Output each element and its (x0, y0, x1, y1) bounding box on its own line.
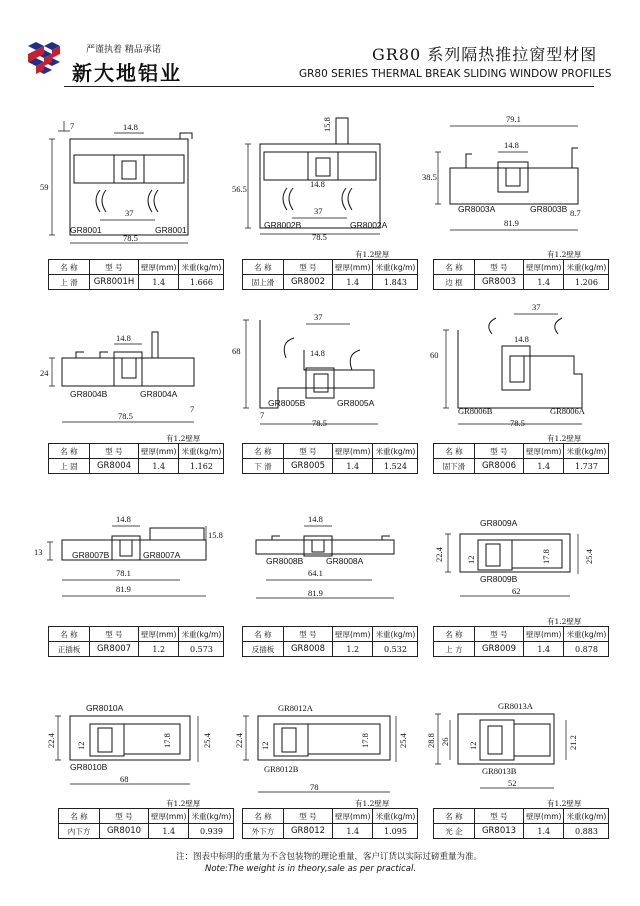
dim-label: 13 (34, 547, 43, 557)
profile-weight: 0.883 (564, 824, 609, 839)
profile-weight: 0.878 (564, 642, 609, 657)
spec-table (48, 626, 224, 657)
profile-model: GR8004 (90, 459, 139, 474)
profile-drawing-gr8004 (40, 330, 215, 430)
dim-label: 68 (120, 774, 129, 784)
profile-model: GR8010 (100, 824, 149, 839)
thickness-note: 有1.2壁厚 (547, 434, 582, 443)
table-row (243, 459, 418, 474)
thickness-note: 有1.2壁厚 (166, 799, 201, 808)
profile-thickness: 1.4 (139, 459, 179, 474)
profile-weight: 0.939 (189, 824, 234, 839)
spec-table (58, 808, 234, 839)
thickness-note: 有1.2壁厚 (547, 799, 582, 808)
col-name-header: 名 称 (243, 809, 284, 824)
table-row (49, 642, 224, 657)
profile-name: 上 固 (49, 459, 90, 474)
profile-model: GR8013 (475, 824, 524, 839)
col-name-header: 名 称 (243, 627, 284, 642)
dim-label: 17.8 (360, 733, 370, 748)
col-thickness-header: 壁厚(mm) (524, 809, 564, 824)
profile-drawing-gr8008 (232, 512, 407, 607)
profile-thickness: 1.4 (333, 275, 373, 290)
col-weight-header: 米重(kg/m) (179, 444, 224, 459)
dim-label: 37 (532, 302, 541, 312)
dim-label: 24 (40, 368, 49, 378)
profile-drawing-gr8001 (40, 115, 215, 245)
col-model-header: 型 号 (284, 627, 333, 642)
profile-label: GR8004A (140, 389, 178, 399)
col-weight-header: 米重(kg/m) (373, 260, 418, 275)
profile-weight: 1.666 (179, 275, 224, 290)
col-name-header: 名 称 (59, 809, 100, 824)
dim-label: 26 (440, 737, 450, 746)
dim-label: 62 (512, 586, 521, 596)
profile-drawing-gr8013 (418, 700, 598, 800)
dim-label: 37 (314, 312, 323, 322)
col-thickness-header: 壁厚(mm) (139, 627, 179, 642)
company-slogan: 严谨执着 精品承诺 (86, 45, 161, 55)
dim-label: 7 (70, 121, 75, 131)
thickness-note: 有1.2壁厚 (547, 617, 582, 626)
col-weight-header: 米重(kg/m) (564, 444, 609, 459)
profile-label: GR8012A (278, 703, 313, 713)
profile-thickness: 1.4 (524, 824, 564, 839)
profile-model: GR8007 (90, 642, 139, 657)
dim-label: 12 (260, 741, 270, 750)
profile-label: GR8012B (264, 764, 299, 774)
dim-label: 25.4 (398, 733, 408, 748)
profile-name: 光 企 (434, 824, 475, 839)
dim-label: 78.5 (123, 233, 138, 243)
dim-label: 78.5 (510, 418, 525, 428)
table-row (434, 459, 609, 474)
col-model-header: 型 号 (284, 809, 333, 824)
profile-weight: 1.737 (564, 459, 609, 474)
dim-label: 38.5 (422, 172, 437, 182)
spec-table (242, 443, 418, 474)
profile-label: GR8013B (482, 766, 517, 776)
col-thickness-header: 壁厚(mm) (333, 444, 373, 459)
profile-model: GR8005 (284, 459, 333, 474)
dim-label: 25.4 (584, 549, 594, 564)
col-model-header: 型 号 (475, 809, 524, 824)
spec-table (433, 443, 609, 474)
col-weight-header: 米重(kg/m) (179, 627, 224, 642)
col-thickness-header: 壁厚(mm) (333, 809, 373, 824)
dim-label: 7 (260, 410, 265, 420)
dim-label: 15.8 (208, 530, 223, 540)
profile-weight: 0.532 (373, 642, 418, 657)
profile-name: 上 方 (434, 642, 475, 657)
dim-label: 68 (232, 346, 241, 356)
table-row (434, 275, 609, 290)
profile-label: GR8006A (550, 406, 585, 416)
profile-label: GR8006B (458, 406, 493, 416)
dim-label: 14.8 (116, 514, 131, 524)
dim-label: 15.8 (322, 117, 332, 132)
dim-label: 12 (466, 555, 476, 564)
col-weight-header: 米重(kg/m) (564, 260, 609, 275)
profile-label: GR8001 (155, 225, 187, 235)
spec-table (48, 443, 224, 474)
profile-drawing-gr8009 (418, 512, 598, 607)
spec-table (48, 259, 224, 290)
col-model-header: 型 号 (284, 444, 333, 459)
col-model-header: 型 号 (475, 260, 524, 275)
col-name-header: 名 称 (243, 260, 284, 275)
col-model-header: 型 号 (284, 260, 333, 275)
dim-label: 22.4 (46, 733, 56, 748)
profile-label: GR8007B (72, 550, 110, 560)
table-row (49, 459, 224, 474)
col-weight-header: 米重(kg/m) (373, 809, 418, 824)
profile-model: GR8009 (475, 642, 524, 657)
profile-weight: 1.524 (373, 459, 418, 474)
col-name-header: 名 称 (434, 809, 475, 824)
col-name-header: 名 称 (49, 444, 90, 459)
profile-label: GR8007A (143, 550, 181, 560)
table-row (434, 824, 609, 839)
col-weight-header: 米重(kg/m) (373, 444, 418, 459)
profile-drawing-gr8002 (232, 112, 407, 247)
profile-name: 正插板 (49, 642, 90, 657)
profile-thickness: 1.4 (139, 275, 179, 290)
table-row (59, 824, 234, 839)
dim-label: 79.1 (506, 114, 521, 124)
profile-weight: 1.095 (373, 824, 418, 839)
page-title-en: GR80 SERIES THERMAL BREAK SLIDING WINDOW PROFILES (299, 68, 612, 80)
dim-label: 64.1 (308, 568, 323, 578)
profile-label: GR8009B (480, 574, 518, 584)
dim-label: 81.9 (308, 588, 323, 598)
dim-label: 78.5 (118, 411, 133, 421)
table-row (243, 824, 418, 839)
header-divider (64, 86, 594, 87)
col-name-header: 名 称 (49, 260, 90, 275)
profile-thickness: 1.2 (139, 642, 179, 657)
profile-thickness: 1.4 (333, 824, 373, 839)
profile-thickness: 1.4 (524, 642, 564, 657)
dim-label: 22.4 (434, 547, 444, 562)
thickness-note: 有1.2壁厚 (547, 250, 582, 259)
dim-label: 8.7 (570, 208, 581, 218)
profile-label: GR8003A (458, 204, 496, 214)
profile-label: GR8005A (337, 398, 375, 408)
profile-drawing-gr8007 (30, 512, 223, 612)
col-weight-header: 米重(kg/m) (564, 627, 609, 642)
spec-table (242, 259, 418, 290)
dim-label: 21.2 (568, 735, 578, 750)
profile-name: 上 滑 (49, 275, 90, 290)
profile-weight: 1.206 (564, 275, 609, 290)
page-title-cn: GR80 系列隔热推拉窗型材图 (372, 45, 598, 64)
profile-name: 边 框 (434, 275, 475, 290)
profile-name: 固上滑 (243, 275, 284, 290)
footer-note-cn: 注：图表中标明的重量为不含包装物的理论重量，客户订货以实际过磅重量为准。 (176, 852, 483, 862)
table-row (243, 642, 418, 657)
dim-label: 81.9 (116, 584, 131, 594)
dim-label: 37 (314, 206, 323, 216)
profile-weight: 1.162 (179, 459, 224, 474)
profile-name: 固下滑 (434, 459, 475, 474)
profile-model: GR8006 (475, 459, 524, 474)
dim-label: 81.9 (504, 218, 519, 228)
company-name: 新大地铝业 (72, 61, 182, 85)
profile-model: GR8012 (284, 824, 333, 839)
dim-label: 56.5 (232, 184, 247, 194)
spec-table (433, 259, 609, 290)
dim-label: 12 (76, 741, 86, 750)
profile-label: GR8002A (350, 220, 388, 230)
col-name-header: 名 称 (434, 260, 475, 275)
col-thickness-header: 壁厚(mm) (139, 444, 179, 459)
dim-label: 14.8 (123, 122, 138, 132)
col-weight-header: 米重(kg/m) (189, 809, 234, 824)
footer-note-en: Note:The weight is in theory,sale as per practical. (205, 864, 417, 874)
profile-model: GR8008 (284, 642, 333, 657)
col-thickness-header: 壁厚(mm) (524, 444, 564, 459)
dim-label: 78.1 (116, 568, 131, 578)
profile-label: GR8001 (70, 225, 102, 235)
dim-label: 22.4 (234, 733, 244, 748)
company-logo (24, 38, 64, 78)
dim-label: 12 (468, 741, 478, 750)
dim-label: 60 (430, 350, 439, 360)
profile-label: GR8003B (530, 204, 568, 214)
profile-name: 下 滑 (243, 459, 284, 474)
dim-label: 17.8 (162, 733, 172, 748)
profile-label: GR8004B (70, 389, 108, 399)
profile-model: GR8001H (90, 275, 139, 290)
col-weight-header: 米重(kg/m) (179, 260, 224, 275)
profile-label: GR8013A (498, 701, 533, 711)
dim-label: 78.5 (312, 418, 327, 428)
dim-label: 59 (40, 182, 49, 192)
col-weight-header: 米重(kg/m) (564, 809, 609, 824)
profile-label: GR8010A (86, 703, 124, 713)
dim-label: 25.4 (202, 733, 212, 748)
col-name-header: 名 称 (434, 444, 475, 459)
profile-drawing-gr8012 (228, 700, 408, 800)
profile-drawing-gr8005 (232, 300, 407, 430)
col-model-header: 型 号 (100, 809, 149, 824)
col-thickness-header: 壁厚(mm) (149, 809, 189, 824)
dim-label: 14.8 (310, 348, 325, 358)
profile-thickness: 1.4 (333, 459, 373, 474)
profile-thickness: 1.4 (149, 824, 189, 839)
col-model-header: 型 号 (475, 444, 524, 459)
table-row (49, 275, 224, 290)
thickness-note: 有1.2壁厚 (355, 799, 390, 808)
profile-thickness: 1.2 (333, 642, 373, 657)
col-name-header: 名 称 (49, 627, 90, 642)
col-thickness-header: 壁厚(mm) (524, 260, 564, 275)
dim-label: 17.8 (541, 549, 551, 564)
col-model-header: 型 号 (90, 444, 139, 459)
col-thickness-header: 壁厚(mm) (333, 260, 373, 275)
dim-label: 37 (125, 208, 134, 218)
spec-table (433, 808, 609, 839)
profile-thickness: 1.4 (524, 275, 564, 290)
profile-drawing-gr8006 (418, 300, 598, 430)
profile-label: GR8009A (480, 518, 518, 528)
profile-drawing-gr8010 (40, 700, 215, 800)
col-thickness-header: 壁厚(mm) (524, 627, 564, 642)
dim-label: 14.8 (504, 140, 519, 150)
col-thickness-header: 壁厚(mm) (333, 627, 373, 642)
dim-label: 52 (508, 778, 517, 788)
col-name-header: 名 称 (434, 627, 475, 642)
col-name-header: 名 称 (243, 444, 284, 459)
spec-table (242, 808, 418, 839)
profile-drawing-gr8003 (418, 112, 598, 237)
dim-label: 14.8 (514, 334, 529, 344)
spec-table (433, 626, 609, 657)
dim-label: 14.8 (310, 179, 325, 189)
profile-model: GR8003 (475, 275, 524, 290)
dim-label: 28.8 (426, 733, 436, 748)
dim-label: 14.8 (308, 514, 323, 524)
profile-label: GR8008B (266, 556, 304, 566)
profile-model: GR8002 (284, 275, 333, 290)
spec-table (242, 626, 418, 657)
dim-label: 78 (310, 782, 319, 792)
profile-name: 外下方 (243, 824, 284, 839)
profile-label: GR8010B (70, 762, 108, 772)
col-model-header: 型 号 (90, 260, 139, 275)
dim-label: 7 (190, 404, 195, 414)
col-weight-header: 米重(kg/m) (373, 627, 418, 642)
profile-label: GR8008A (326, 556, 364, 566)
col-model-header: 型 号 (90, 627, 139, 642)
profile-weight: 1.843 (373, 275, 418, 290)
profile-name: 反插板 (243, 642, 284, 657)
profile-thickness: 1.4 (524, 459, 564, 474)
col-thickness-header: 壁厚(mm) (139, 260, 179, 275)
profile-label: GR8005B (268, 398, 306, 408)
profile-label: GR8002B (264, 220, 302, 230)
thickness-note: 有1.2壁厚 (166, 434, 201, 443)
col-model-header: 型 号 (475, 627, 524, 642)
profile-name: 内下方 (59, 824, 100, 839)
profile-weight: 0.573 (179, 642, 224, 657)
thickness-note: 有1.2壁厚 (355, 250, 390, 259)
dim-label: 14.8 (116, 333, 131, 343)
table-row (434, 642, 609, 657)
table-row (243, 275, 418, 290)
dim-label: 78.5 (312, 232, 327, 242)
